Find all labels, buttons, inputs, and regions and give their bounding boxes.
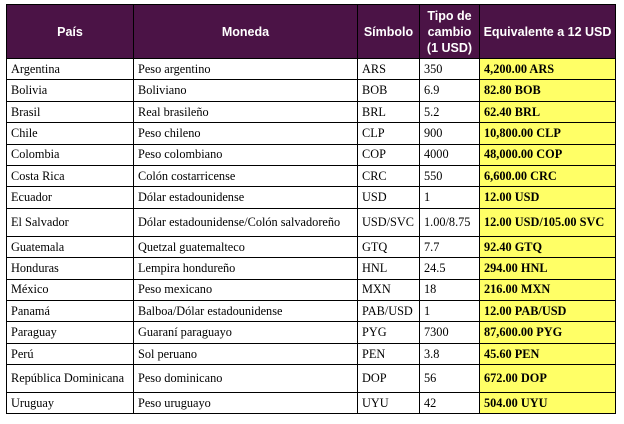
cell-simbolo: PAB/USD bbox=[358, 300, 420, 321]
cell-moneda: Balboa/Dólar estadounidense bbox=[134, 300, 358, 321]
cell-equivalente: 62.40 BRL bbox=[480, 101, 616, 122]
cell-moneda: Colón costarricense bbox=[134, 165, 358, 186]
cell-simbolo: HNL bbox=[358, 258, 420, 279]
cell-tipo: 350 bbox=[420, 59, 480, 80]
cell-simbolo: GTQ bbox=[358, 236, 420, 257]
cell-equivalente: 82.80 BOB bbox=[480, 80, 616, 101]
cell-equivalente: 87,600.00 PYG bbox=[480, 322, 616, 343]
cell-equivalente: 6,600.00 CRC bbox=[480, 165, 616, 186]
cell-pais: Honduras bbox=[7, 258, 134, 279]
cell-pais: Chile bbox=[7, 123, 134, 144]
header-moneda: Moneda bbox=[134, 5, 358, 59]
table-row bbox=[7, 393, 616, 414]
cell-equivalente: 12.00 PAB/USD bbox=[480, 300, 616, 321]
cell-pais: Paraguay bbox=[7, 322, 134, 343]
cell-tipo: 1 bbox=[420, 187, 480, 208]
cell-equivalente: 12.00 USD bbox=[480, 187, 616, 208]
cell-moneda: Quetzal guatemalteco bbox=[134, 236, 358, 257]
table-row bbox=[7, 258, 616, 279]
table-row bbox=[7, 322, 616, 343]
cell-tipo: 18 bbox=[420, 279, 480, 300]
cell-moneda: Peso dominicano bbox=[134, 365, 358, 393]
cell-tipo: 56 bbox=[420, 365, 480, 393]
cell-moneda: Dólar estadounidense bbox=[134, 187, 358, 208]
cell-simbolo: BRL bbox=[358, 101, 420, 122]
cell-tipo: 1 bbox=[420, 300, 480, 321]
table-row bbox=[7, 343, 616, 364]
table-row bbox=[7, 144, 616, 165]
cell-equivalente: 672.00 DOP bbox=[480, 365, 616, 393]
cell-simbolo: ARS bbox=[358, 59, 420, 80]
table-row bbox=[7, 101, 616, 122]
cell-equivalente: 92.40 GTQ bbox=[480, 236, 616, 257]
cell-equivalente: 4,200.00 ARS bbox=[480, 59, 616, 80]
cell-moneda: Guaraní paraguayo bbox=[134, 322, 358, 343]
cell-pais: Ecuador bbox=[7, 187, 134, 208]
cell-moneda: Dólar estadounidense/Colón salvadoreño bbox=[134, 208, 358, 236]
cell-simbolo: PEN bbox=[358, 343, 420, 364]
cell-moneda: Lempira hondureño bbox=[134, 258, 358, 279]
cell-pais: Colombia bbox=[7, 144, 134, 165]
cell-pais: Panamá bbox=[7, 300, 134, 321]
currency-table-container bbox=[6, 4, 616, 414]
header-equivalente: Equivalente a 12 USD bbox=[480, 5, 616, 59]
cell-moneda: Peso mexicano bbox=[134, 279, 358, 300]
cell-equivalente: 294.00 HNL bbox=[480, 258, 616, 279]
cell-simbolo: USD bbox=[358, 187, 420, 208]
table-row bbox=[7, 165, 616, 186]
table-row bbox=[7, 187, 616, 208]
cell-pais: República Dominicana bbox=[7, 365, 134, 393]
cell-equivalente: 12.00 USD/105.00 SVC bbox=[480, 208, 616, 236]
cell-pais: Guatemala bbox=[7, 236, 134, 257]
header-row bbox=[7, 5, 616, 59]
cell-simbolo: COP bbox=[358, 144, 420, 165]
cell-tipo: 900 bbox=[420, 123, 480, 144]
cell-pais: Bolivia bbox=[7, 80, 134, 101]
cell-simbolo: DOP bbox=[358, 365, 420, 393]
cell-simbolo: CLP bbox=[358, 123, 420, 144]
cell-simbolo: PYG bbox=[358, 322, 420, 343]
cell-simbolo: MXN bbox=[358, 279, 420, 300]
cell-equivalente: 216.00 MXN bbox=[480, 279, 616, 300]
cell-equivalente: 504.00 UYU bbox=[480, 393, 616, 414]
table-row bbox=[7, 300, 616, 321]
table-row bbox=[7, 365, 616, 393]
cell-equivalente: 48,000.00 COP bbox=[480, 144, 616, 165]
cell-tipo: 7.7 bbox=[420, 236, 480, 257]
cell-tipo: 1.00/8.75 bbox=[420, 208, 480, 236]
cell-pais: Uruguay bbox=[7, 393, 134, 414]
cell-tipo: 550 bbox=[420, 165, 480, 186]
header-simbolo: Símbolo bbox=[358, 5, 420, 59]
cell-equivalente: 45.60 PEN bbox=[480, 343, 616, 364]
cell-simbolo: USD/SVC bbox=[358, 208, 420, 236]
table-row bbox=[7, 80, 616, 101]
cell-equivalente: 10,800.00 CLP bbox=[480, 123, 616, 144]
currency-table bbox=[6, 4, 616, 414]
cell-moneda: Real brasileño bbox=[134, 101, 358, 122]
header-tipo-de-cambio: Tipo de cambio (1 USD) bbox=[420, 5, 480, 59]
table-row bbox=[7, 279, 616, 300]
cell-moneda: Peso argentino bbox=[134, 59, 358, 80]
cell-pais: El Salvador bbox=[7, 208, 134, 236]
cell-pais: México bbox=[7, 279, 134, 300]
cell-tipo: 4000 bbox=[420, 144, 480, 165]
cell-simbolo: BOB bbox=[358, 80, 420, 101]
cell-moneda: Peso uruguayo bbox=[134, 393, 358, 414]
cell-tipo: 3.8 bbox=[420, 343, 480, 364]
cell-tipo: 24.5 bbox=[420, 258, 480, 279]
cell-pais: Argentina bbox=[7, 59, 134, 80]
cell-pais: Costa Rica bbox=[7, 165, 134, 186]
cell-simbolo: UYU bbox=[358, 393, 420, 414]
cell-pais: Perú bbox=[7, 343, 134, 364]
cell-simbolo: CRC bbox=[358, 165, 420, 186]
table-row bbox=[7, 59, 616, 80]
table-row bbox=[7, 236, 616, 257]
cell-moneda: Sol peruano bbox=[134, 343, 358, 364]
cell-tipo: 7300 bbox=[420, 322, 480, 343]
cell-moneda: Peso chileno bbox=[134, 123, 358, 144]
header-pais: País bbox=[7, 5, 134, 59]
table-row bbox=[7, 208, 616, 236]
cell-tipo: 5.2 bbox=[420, 101, 480, 122]
cell-moneda: Boliviano bbox=[134, 80, 358, 101]
cell-tipo: 42 bbox=[420, 393, 480, 414]
cell-pais: Brasil bbox=[7, 101, 134, 122]
cell-tipo: 6.9 bbox=[420, 80, 480, 101]
cell-moneda: Peso colombiano bbox=[134, 144, 358, 165]
table-row bbox=[7, 123, 616, 144]
